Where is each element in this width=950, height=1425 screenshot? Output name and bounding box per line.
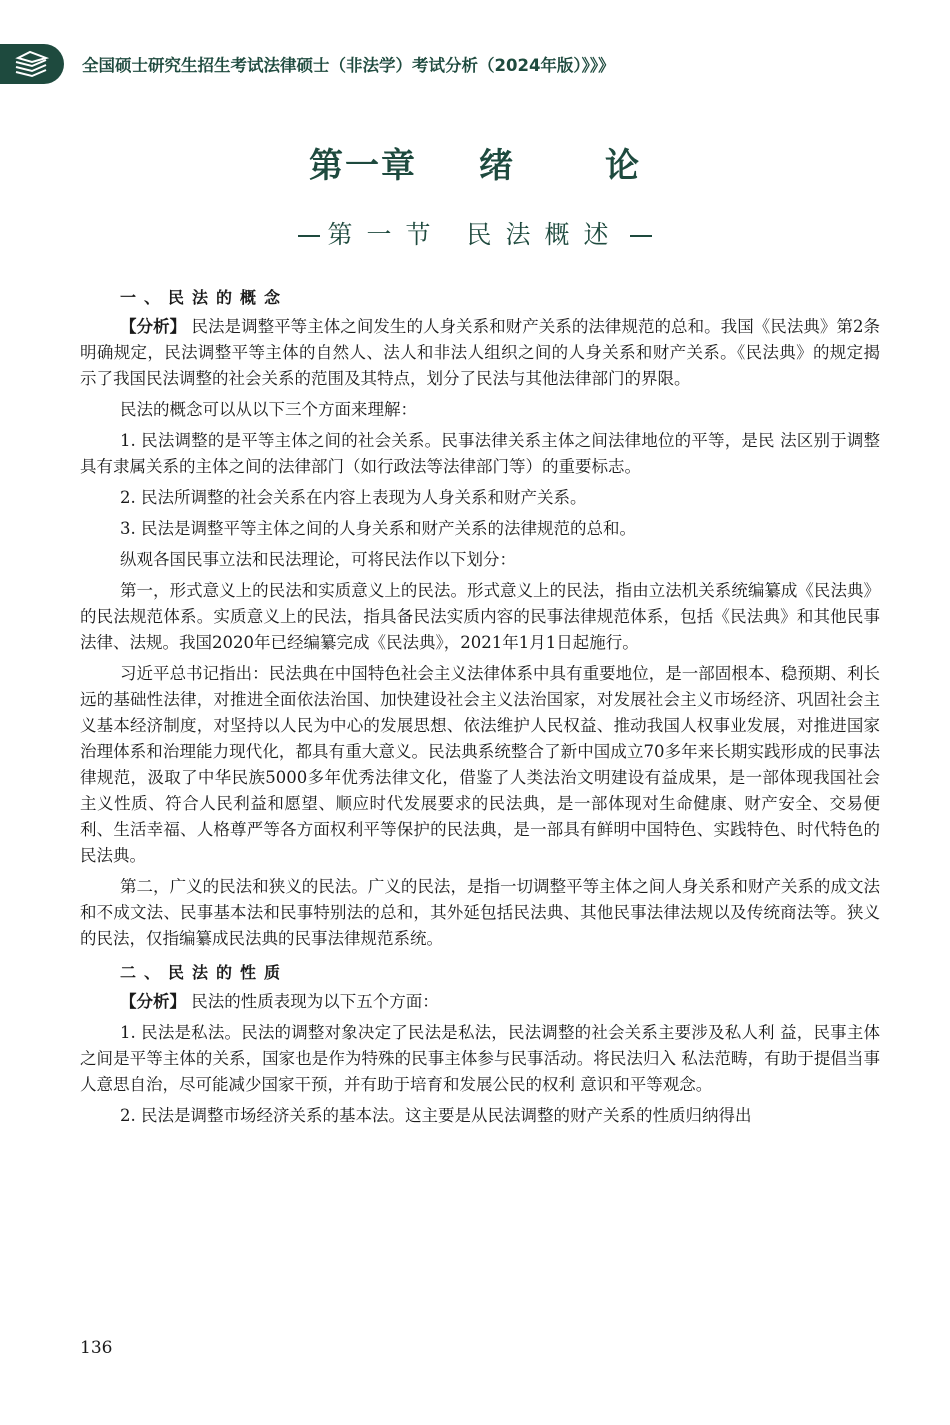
list-item: 1. 民法调整的是平等主体之间的社会关系。民事法律关系主体之间法律地位的平等，是民 法区别于调整具有隶属关系的主体之间的法律部门（如行政法等法律部门等）的重要标志。 bbox=[80, 431, 880, 476]
chapter-word-2: 论 bbox=[605, 146, 641, 186]
chapter-title bbox=[0, 138, 950, 187]
paragraph-text: 民法的性质表现为以下五个方面： bbox=[191, 992, 439, 1011]
paragraph: 民法的概念可以从以下三个方面来理解： bbox=[120, 400, 417, 419]
paragraph: 第一，形式意义上的民法和实质意义上的民法。形式意义上的民法，指由立法机关系统编纂成《民法典》的民法规范体系。实质意义上的民法，指具备民法实质内容的民事法律规范体系，包括《民法典》和其他民事法律、法规。我国2020年已经编纂完成《民法典》，2021年1月1日起施行。 bbox=[80, 581, 880, 652]
header-title: 全国硕士研究生招生考试法律硕士（非法学）考试分析（2024年版）》》》 bbox=[82, 56, 615, 75]
list-item: 3. 民法是调整平等主体之间的人身关系和财产关系的法律规范的总和。 bbox=[120, 519, 636, 538]
list-item: 2. 民法是调整市场经济关系的基本法。这主要是从民法调整的财产关系的性质归纳得出 bbox=[120, 1106, 752, 1125]
list-item: 1. 民法是私法。民法的调整对象决定了民法是私法，民法调整的社会关系主要涉及私人利 益，民事主体之间是平等主体的关系，国家也是作为特殊的民事主体参与民事活动。将民法归入 私法范畴，有助于提倡当事人意思自治，尽可能减少国家干预，并有助于培育和发展公民的权利 意识和平等观念。 bbox=[80, 1023, 880, 1094]
section-title-text: 第一节 民法概述 bbox=[327, 220, 623, 249]
books-icon bbox=[12, 50, 50, 78]
paragraph: 习近平总书记指出：民法典在中国特色社会主义法律体系中具有重要地位，是一部固根本、稳预期、利长远的基础性法律，对推进全面依法治国、加快建设社会主义法治国家，对发展社会主义市场经济、巩固社会主义基本经济制度，对坚持以人民为中心的发展思想、依法维护人民权益、推动我国人权事业发展，对推进国家治理体系和治理能力现代化，都具有重大意义。民法典系统整合了新中国成立70多年来长期实践形成的民事法律规范，汲取了中华民族5000多年优秀法律文化，借鉴了人类法治文明建设有益成果，是一部体现我国社会主义性质、符合人民利益和愿望、顺应时代发展要求的民法典，是一部体现对生命健康、财产安全、交易便利、生活幸福、人格尊严等各方面权利平等保护的民法典，是一部具有鲜明中国特色、实践特色、时代特色的民法典。 bbox=[80, 664, 880, 865]
main-content bbox=[80, 282, 880, 1134]
chapter-number: 第一章 bbox=[309, 146, 417, 186]
header-tab bbox=[0, 44, 64, 84]
heading-concept: 一、民法的概念 bbox=[120, 288, 289, 307]
paragraph bbox=[80, 314, 880, 392]
paragraph-text: 民法是调整平等主体之间发生的人身关系和财产关系的法律规范的总和。我国《民法典》第2条明确规定，民法调整平等主体的自然人、法人和非法人组织之间的人身关系和财产关系。《民法典》的规定揭示了我国民法调整的社会关系的范围及其特点，划分了民法与其他法律部门的界限。 bbox=[80, 317, 881, 388]
chapter-word-1: 绪 bbox=[479, 146, 515, 186]
paragraph bbox=[80, 989, 880, 1015]
analysis-tag: 【分析】 bbox=[120, 992, 186, 1011]
analysis-tag: 【分析】 bbox=[120, 317, 187, 336]
page-number: 136 bbox=[80, 1338, 113, 1358]
section-dash-left bbox=[298, 235, 320, 237]
section-title bbox=[0, 215, 950, 251]
heading-nature: 二、民法的性质 bbox=[120, 963, 289, 982]
list-item: 2. 民法所调整的社会关系在内容上表现为人身关系和财产关系。 bbox=[120, 488, 587, 507]
paragraph: 第二，广义的民法和狭义的民法。广义的民法，是指一切调整平等主体之间人身关系和财产关系的成文法和不成文法、民事基本法和民事特别法的总和，其外延包括民法典、其他民事法律法规以及传统商法等。狭义的民法，仅指编纂成民法典的民事法律规范系统。 bbox=[80, 877, 880, 948]
section-dash-right bbox=[630, 235, 652, 237]
running-header bbox=[0, 40, 950, 88]
paragraph: 纵观各国民事立法和民法理论，可将民法作以下划分： bbox=[120, 550, 516, 569]
